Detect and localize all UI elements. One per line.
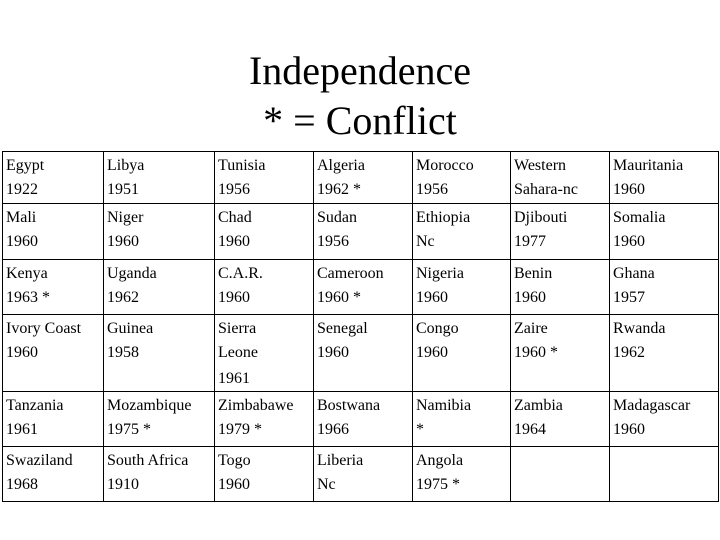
table-cell: Uganda 1962 [104,260,215,315]
table-cell: Egypt 1922 [3,152,104,204]
table-cell: Niger 1960 [104,204,215,260]
table-cell: Swaziland 1968 [3,447,104,502]
table-cell-empty [511,447,610,502]
table-cell: Mozambique 1975 * [104,392,215,447]
table-cell: Angola 1975 * [413,447,511,502]
table-row [3,315,719,392]
table-cell: Zimbabawe 1979 * [215,392,314,447]
table-cell: Sudan 1956 [314,204,413,260]
table-cell: Algeria 1962 * [314,152,413,204]
title-line-2: * = Conflict [263,98,457,143]
table-cell: C.A.R. 1960 [215,260,314,315]
table-cell: Senegal 1960 [314,315,413,392]
table-cell: Namibia * [413,392,511,447]
table-cell: Congo 1960 [413,315,511,392]
table-cell: Liberia Nc [314,447,413,502]
table-cell: Mauritania 1960 [610,152,719,204]
table-cell-empty [610,447,719,502]
table-cell: Rwanda 1962 [610,315,719,392]
table-cell: Nigeria 1960 [413,260,511,315]
table-cell: Djibouti 1977 [511,204,610,260]
table-cell: Guinea 1958 [104,315,215,392]
table-cell: Ethiopia Nc [413,204,511,260]
table-row [3,447,719,502]
table-cell: Chad 1960 [215,204,314,260]
table-cell: South Africa 1910 [104,447,215,502]
table-cell: Ghana 1957 [610,260,719,315]
table-cell: Cameroon 1960 * [314,260,413,315]
table-cell: Kenya 1963 * [3,260,104,315]
table-cell: Mali 1960 [3,204,104,260]
title-line-1: Independence [248,48,472,93]
table-cell: Benin 1960 [511,260,610,315]
table-cell: Western Sahara-nc [511,152,610,204]
independence-table [2,151,719,502]
table-cell: Tanzania 1961 [3,392,104,447]
page-subtitle [0,98,720,144]
table-cell: Sierra Leone 1961 [215,315,314,392]
page-title [0,48,720,94]
table-cell: Somalia 1960 [610,204,719,260]
table-cell: Zambia 1964 [511,392,610,447]
table-cell: Morocco 1956 [413,152,511,204]
table-row [3,152,719,204]
table-row [3,392,719,447]
table-cell: Madagascar 1960 [610,392,719,447]
table-row [3,204,719,260]
table-cell: Tunisia 1956 [215,152,314,204]
table-cell: Zaire 1960 * [511,315,610,392]
table-cell: Togo 1960 [215,447,314,502]
table-cell: Bostwana 1966 [314,392,413,447]
table-row [3,260,719,315]
table-cell: Ivory Coast 1960 [3,315,104,392]
table-cell: Libya 1951 [104,152,215,204]
